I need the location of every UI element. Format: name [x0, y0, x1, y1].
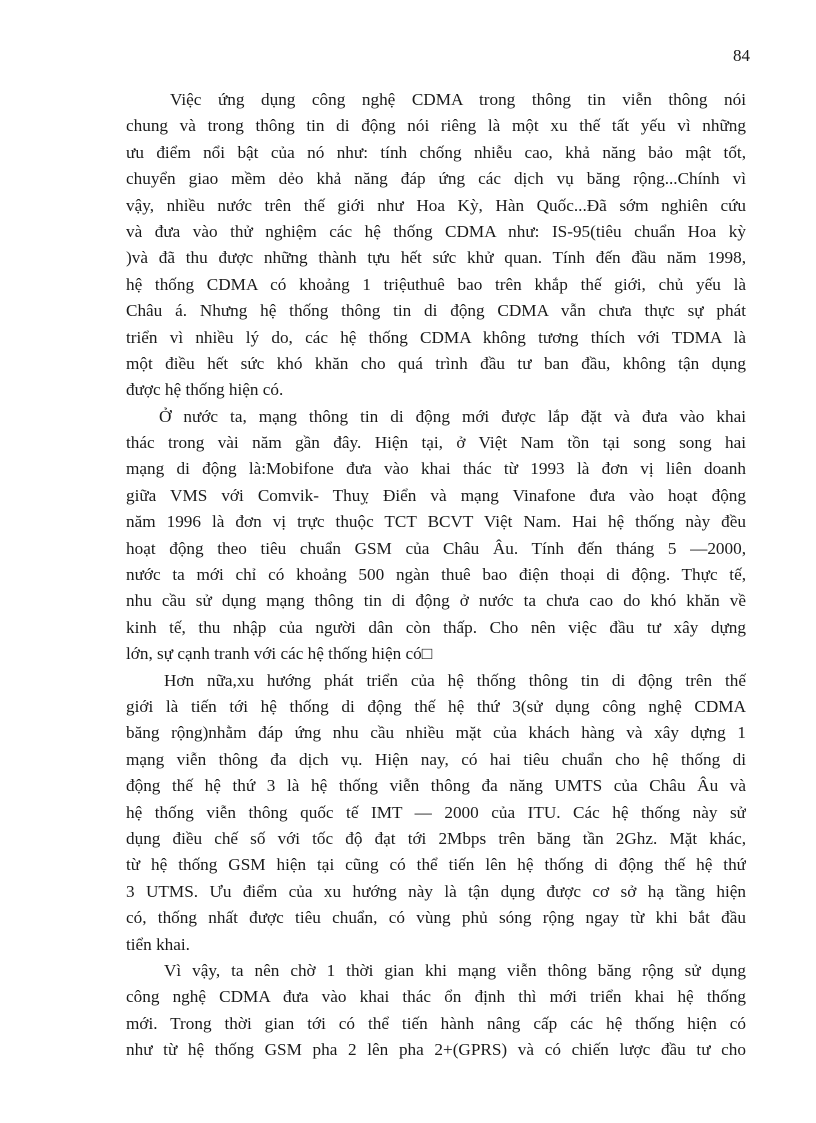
text-line: nước ta mới chỉ có khoảng 500 ngàn thuê bao điện thoại di động. Thực tế, [126, 565, 746, 585]
text-line: mạng di động là:Mobifone đưa vào khai thác từ 1993 là đơn vị liên doanh [126, 459, 746, 479]
text-line: lớn, sự cạnh tranh với các hệ thống hiện có□ [126, 644, 433, 664]
text-line: công nghệ CDMA đưa vào khai thác ổn định thì mới triển khai hệ thống [126, 987, 746, 1007]
text-line: ưu điểm nổi bật của nó như: tính chống nhiễu cao, khả năng bảo mật tốt, [126, 142, 746, 162]
text-line: hệ thống CDMA có khoảng 1 triệuthuê bao trên khắp thế giới, chủ yếu là [126, 274, 746, 294]
text-line: chung và trong thông tin di động nói riêng là một xu thế tất yếu vì những [126, 116, 746, 136]
text-line: vậy, nhiều nước trên thế giới như Hoa Kỳ, Hàn Quốc...Đã sớm nghiên cứu [126, 195, 746, 215]
text-line: nhu cầu sử dụng mạng thông tin di động ở nước ta chưa cao do khó khăn về [126, 591, 746, 611]
text-line: Vì vậy, ta nên chờ 1 thời gian khi mạng viễn thông băng rộng sử dụng [164, 960, 746, 980]
text-line: kinh tế, thu nhập của người dân còn thấp. Cho nên việc đầu tư xây dựng [126, 617, 746, 637]
text-line: hệ thống viễn thông quốc tế IMT — 2000 của ITU. Các hệ thống này sử [126, 802, 746, 822]
text-line: Ở nước ta, mạng thông tin di động mới được lắp đặt và đưa vào khai [159, 406, 746, 426]
text-line: dụng điều chế số với tốc độ đạt tới 2Mbps trên băng tần 2Ghz. Mặt khác, [126, 828, 746, 848]
text-line: năm 1996 là đơn vị trực thuộc TCT BCVT Việt Nam. Hai hệ thống này đều [126, 512, 746, 532]
paragraph-2 [126, 404, 746, 668]
text-line: thác trong vài năm gần đây. Hiện tại, ở Việt Nam tồn tại song song hai [126, 433, 746, 453]
paragraph-3 [126, 668, 746, 958]
paragraph-4 [126, 958, 746, 1064]
text-line: hoạt động theo tiêu chuẩn GSM của Châu Âu. Tính đến tháng 5 —2000, [126, 538, 746, 558]
text-line: Châu á. Nhưng hệ thống thông tin di động CDMA vẫn chưa thực sự phát [126, 301, 746, 321]
text-line: chuyển giao mềm dẻo khả năng đáp ứng các dịch vụ băng rộng...Chính vì [126, 169, 746, 189]
document-body [126, 87, 746, 1063]
page-number: 84 [733, 46, 750, 65]
text-line: 3 UTMS. Ưu điểm của xu hướng này là tận dụng được cơ sở hạ tầng hiện [126, 881, 746, 901]
text-line: băng rộng)nhằm đáp ứng nhu cầu nhiều mặt của khách hàng và xây dựng 1 [126, 723, 746, 743]
text-line: một điều hết sức khó khăn cho quá trình đầu tư ban đầu, không tận dụng [126, 353, 746, 373]
text-line: từ hệ thống GSM hiện tại cũng có thể tiến lên hệ thống di động thế hệ thứ [126, 855, 746, 875]
text-line: như từ hệ thống GSM pha 2 lên pha 2+(GPRS) và có chiến lược đầu tư cho [126, 1040, 746, 1060]
text-line: triển vì nhiều lý do, các hệ thống CDMA không tương thích với TDMA là [126, 327, 746, 347]
text-line: tiển khai. [126, 934, 190, 954]
text-line: giới là tiến tới hệ thống di động thế hệ thứ 3(sử dụng công nghệ CDMA [126, 696, 746, 716]
text-line: có, thống nhất được tiêu chuẩn, có vùng phủ sóng rộng ngay từ khi bắt đầu [126, 908, 746, 928]
text-line: và đưa vào thử nghiệm các hệ thống CDMA như: IS-95(tiêu chuẩn Hoa kỳ [126, 221, 746, 241]
text-line: Hơn nữa,xu hướng phát triển của hệ thống thông tin di động trên thế [164, 670, 746, 690]
paragraph-1 [126, 87, 746, 404]
text-line: Việc ứng dụng công nghệ CDMA trong thông tin viễn thông nói [170, 90, 746, 109]
text-line: mới. Trong thời gian tới có thể tiến hành nâng cấp các hệ thống hiện có [126, 1013, 746, 1033]
text-line: )và đã thu được những thành tựu hết sức khử quan. Tính đến đầu năm 1998, [126, 248, 746, 268]
text-line: động thế hệ thứ 3 là hệ thống viễn thông đa năng UMTS của Châu Âu và [126, 776, 746, 796]
text-line: được hệ thống hiện có. [126, 380, 284, 400]
text-line: giữa VMS với Comvik- Thuỵ Điển và mạng Vinafone đưa vào hoạt động [126, 485, 746, 505]
text-line: mạng viễn thông đa dịch vụ. Hiện nay, có hai tiêu chuẩn cho hệ thống di [126, 749, 746, 769]
